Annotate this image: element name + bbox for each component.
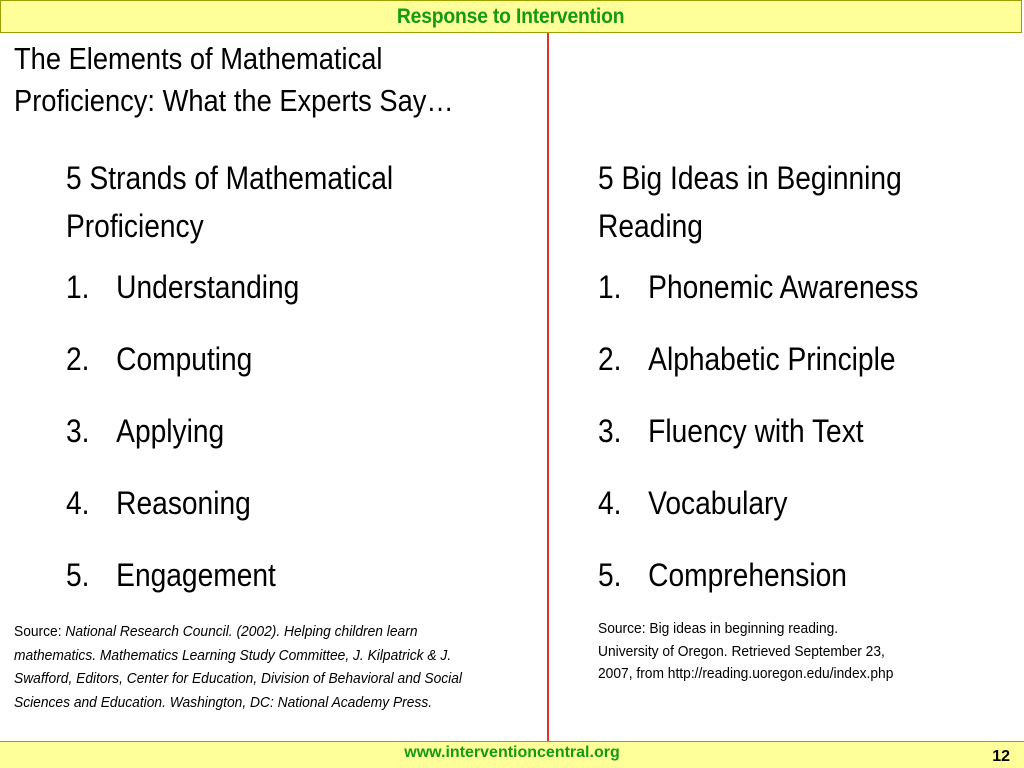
list-label: Applying bbox=[116, 413, 225, 449]
list-item bbox=[598, 339, 959, 411]
slide-title-line-1: The Elements of Mathematical bbox=[14, 41, 383, 76]
left-heading-line-1: 5 Strands of Mathematical bbox=[66, 160, 394, 196]
left-source-citation bbox=[14, 620, 492, 714]
list-item bbox=[66, 267, 471, 339]
list-item bbox=[598, 483, 959, 555]
list-label: Comprehension bbox=[648, 557, 847, 593]
list-number: 5. bbox=[66, 557, 90, 593]
left-column bbox=[66, 154, 526, 627]
list-number: 2. bbox=[598, 341, 622, 377]
column-divider bbox=[547, 33, 549, 741]
list-item bbox=[598, 555, 959, 627]
slide-title bbox=[14, 38, 489, 122]
page-number: 12 bbox=[992, 748, 1010, 765]
list-item bbox=[66, 339, 471, 411]
big-ideas-list bbox=[598, 267, 1008, 627]
strands-list bbox=[66, 267, 526, 627]
list-label: Computing bbox=[116, 341, 253, 377]
list-label: Understanding bbox=[116, 269, 300, 305]
source-reference: National Research Council. (2002). Helping children learn mathematics. Mathematics Learning Study Committee, J. Kilpatrick & J. Swafford, Editors, Center for Education, Division of Behavioral and Social Sciences and Education. Washington, DC: National Academy Press. bbox=[14, 623, 462, 711]
list-number: 1. bbox=[66, 269, 90, 305]
list-number: 3. bbox=[598, 413, 622, 449]
right-column-heading bbox=[598, 154, 959, 250]
source-line-1: Source: Big ideas in beginning reading. bbox=[598, 620, 839, 637]
list-number: 4. bbox=[598, 485, 622, 521]
list-number: 1. bbox=[598, 269, 622, 305]
list-item bbox=[598, 411, 959, 483]
list-label: Reasoning bbox=[116, 485, 251, 521]
list-item bbox=[66, 411, 471, 483]
source-line-2: University of Oregon. Retrieved September 23, bbox=[598, 642, 885, 660]
slide-title-line-2: Proficiency: What the Experts Say… bbox=[14, 83, 454, 118]
source-line-3: 2007, from http://reading.uoregon.edu/index.php bbox=[598, 665, 894, 682]
list-number: 4. bbox=[66, 485, 90, 521]
list-number: 2. bbox=[66, 341, 90, 377]
footer-bar bbox=[0, 741, 1024, 768]
list-label: Fluency with Text bbox=[648, 413, 864, 449]
source-prefix: Source: bbox=[14, 623, 66, 640]
footer-website-link[interactable]: www.interventioncentral.org bbox=[404, 744, 620, 761]
right-column bbox=[598, 154, 1008, 627]
list-item bbox=[66, 555, 471, 627]
header-title: Response to Intervention bbox=[397, 4, 625, 28]
list-number: 5. bbox=[598, 557, 622, 593]
header-bar bbox=[0, 0, 1022, 33]
list-item bbox=[66, 483, 471, 555]
list-label: Alphabetic Principle bbox=[648, 341, 896, 377]
left-heading-line-2: Proficiency bbox=[66, 208, 204, 244]
right-heading-line-2: Reading bbox=[598, 208, 703, 244]
left-column-heading bbox=[66, 154, 471, 250]
list-label: Phonemic Awareness bbox=[648, 269, 919, 305]
list-label: Engagement bbox=[116, 557, 276, 593]
right-heading-line-1: 5 Big Ideas in Beginning bbox=[598, 160, 902, 196]
list-label: Vocabulary bbox=[648, 485, 788, 521]
list-number: 3. bbox=[66, 413, 90, 449]
list-item bbox=[598, 267, 959, 339]
right-source-citation bbox=[598, 618, 948, 686]
